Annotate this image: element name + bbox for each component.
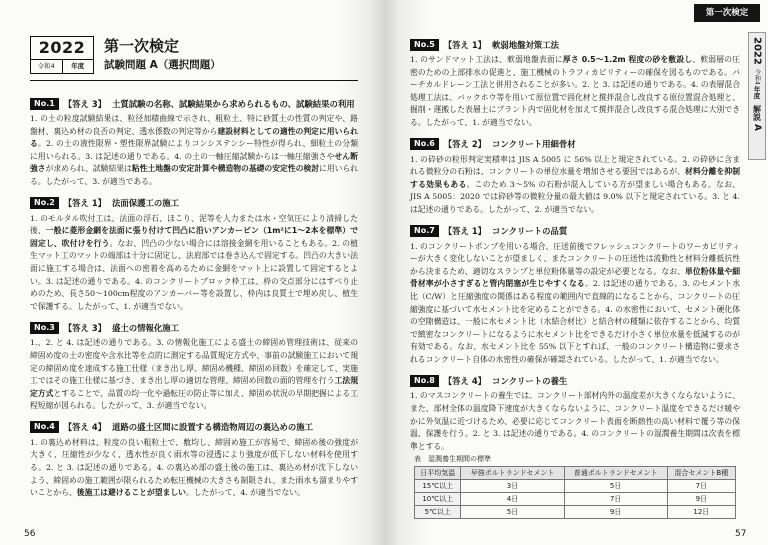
- question-number-badge: No.6: [410, 138, 439, 150]
- body-text: 1. のコンクリートポンプを用いる場合、圧送前後でフレッシュコンクリートのワーカビリティーが大きく変化しないことが望ましく、またコンクリートの圧送性は流動性と材料分離抵抗性から決まるため、適切なスランプと単位粉体量等の設定が必要となる。なお、: [410, 241, 740, 276]
- section-title: 道路の盛土区間に設置する構造物周辺の裏込めの施工: [112, 422, 314, 433]
- section-title: コンクリートの品質: [492, 226, 568, 237]
- body-text: 。2. の土の液性限界・塑性限界試験によりコンシステンシー特性が得られ、細粒土の分類に用いられる。3. は記述の通りである。4. の土の一軸圧縮試験からは一軸圧縮強さや: [30, 139, 359, 161]
- question-section: [30, 321, 358, 413]
- table-cell: 7日: [564, 493, 667, 506]
- page-title: 第一次検定: [104, 37, 180, 55]
- section-body: [410, 154, 740, 217]
- answer-label: 【答え 1】: [443, 226, 487, 237]
- question-section: [410, 138, 740, 217]
- question-section: [410, 374, 740, 519]
- table-header-cell: 日平均気温: [415, 467, 461, 480]
- side-tab-label: 解説: [752, 104, 762, 121]
- table-header-cell: 普通ポルトランドセメント: [564, 467, 667, 480]
- table-cell: 5日: [461, 506, 564, 519]
- answer-label: 【答え 2】: [443, 139, 487, 150]
- table-cell: 5日: [564, 480, 667, 493]
- era-text: 令和4: [31, 60, 63, 73]
- emphasis-text: 粘性土地盤の安定計算や構造物の基礎の安定性の検討: [131, 164, 320, 174]
- section-title: コンクリート用細骨材: [492, 139, 576, 150]
- side-tab-era-suffix: 年度: [752, 85, 761, 99]
- table-row: [415, 493, 736, 506]
- table-header-row: [415, 467, 736, 480]
- right-column: [410, 38, 740, 527]
- page-subtitle: 試験問題 A（選択問題）: [104, 59, 221, 71]
- table-cell: 9日: [667, 493, 735, 506]
- section-heading: [410, 225, 740, 238]
- body-text: 1.、2. と 4. は記述の通りである。3. の情報化施工による盛土の締固め管理技術は、従来の締固め度の土の密度や含水比等を点的に測定する品質規定方式や、事前の試験施工において規定の締固め度を達成する施工仕様（まき出し厚、締固め機種、締固め回数）を確定して、実施工ではその施工仕様に基づき、まき出し厚の適切な管理、締固め回数の面的管理を行う: [30, 338, 358, 386]
- table-caption: 表 湿潤養生期間の標準: [414, 455, 491, 464]
- section-body: [30, 337, 358, 413]
- curing-period-table: [414, 466, 736, 519]
- body-text: 。したがって、4. が適当でない。: [185, 488, 305, 498]
- answer-label: 【答え 1】: [443, 39, 487, 50]
- emphasis-text: 建設材料としての適性の判定に用いられる: [30, 126, 358, 149]
- section-body: [30, 437, 358, 500]
- emphasis-text: 後施工は避けることが望ましい: [76, 488, 186, 498]
- era-suffix-text: 年度: [71, 62, 85, 70]
- section-body: [410, 241, 740, 367]
- body-text: 。なお、凹凸の少ない場合には溶接金網を用いることもある。2. の植生マット工のマットの端部は十分に固定し、法肩部では巻き込んで固定する。凹凸の大きい法面に施工する場合は、法面への密着を高めるために金網をマット上に設置して固定するとよい。3. は記述の通りである。4. のコンクリートブロック枠工は、枠の交点部分にはすべり止めのため、長さ50～100cm程度のアンカーバー等を設置し、枠内は良質土で埋め戻し、植生で保護する。したがって、1. が適当でない。: [30, 238, 359, 311]
- question-section: [30, 421, 358, 500]
- question-section: [30, 97, 358, 189]
- section-body: [30, 213, 358, 314]
- section-heading: [410, 374, 740, 387]
- question-section: [410, 225, 740, 367]
- right-page: [384, 0, 768, 545]
- section-heading: [30, 321, 358, 334]
- section-body: [30, 113, 358, 189]
- body-text: 1. のマスコンクリートの養生では、コンクリート部材内外の温度差が大きくならないように、また、部材全体の温度降下速度が大きくならないように、コンクリート温度をできるだけ緩やかに外気温に近づけるため、必要に応じてコンクリート表面を断熱性の高い材料で覆う等の保温、保護を行う。2. と 3. は記述の通りである。4. のコンクリートの湿潤養生期間は次表を標準とする。: [410, 391, 740, 451]
- era-row: [31, 59, 93, 73]
- section-heading: [30, 421, 358, 434]
- chapter-tab: 第一次検定: [694, 4, 760, 22]
- table-row: [415, 480, 736, 493]
- side-tab-year: 2022: [751, 37, 763, 65]
- emphasis-text: せん断強さ: [30, 151, 359, 174]
- section-heading: [30, 97, 358, 110]
- year-badge: [30, 36, 94, 74]
- left-column: [30, 97, 358, 508]
- section-heading: [30, 197, 358, 210]
- table-cell: 4日: [461, 493, 564, 506]
- body-text: 。2. は記述の通りである。3. のセメント水比（C/W）と圧縮強度の関係はある程度の範囲内で直線的になることから、コンクリートの圧縮強度に基づいて水セメント比を定めることができる。4. の水密性において、セメント硬化体の空隙構造は、一般に水セメント比（水結合材比）と結合材の種類に依存することから、均質で緻密なコンクリートになるように水セメント比をできるだけ小さく単位水量を低減するのが有効である。なお、水セメント比を 55% 以下とすれば、一般のコンクリート構造物に要求されるコンクリート自体の水密性の確保が確認されている。したがって、1. が適当でない。: [410, 279, 740, 364]
- side-index-tab: [748, 32, 766, 160]
- body-text: 、軟弱層の圧密のための上部排水の促進と、施工機械のトラフィカビリティーの確保を図るものである。バーチカルドレーン工法と併用されることが多い。2. と 3. は記述の通りである。4. の表層混合処理工法は、バックホウ等を用いて原位置で固化材と撹拌混合し改良する原位置混合処理と、掘削・運搬した表層土にプラント内で固化材を加えて撹拌混合し改良する混合処理に大別できる。したがって、1. が適当でない。: [410, 55, 741, 127]
- year-text: 2022: [38, 38, 86, 57]
- question-number-badge: No.4: [30, 421, 59, 433]
- answer-label: 【答え 3】: [63, 98, 107, 109]
- question-number-badge: No.8: [410, 375, 439, 387]
- emphasis-text: 一般に菱形金網を法面に張り付けて凹凸に沿いアンカーピン（1m²に1～2本を標準）で固定し、吹付けを行う: [30, 226, 359, 248]
- section-heading: [410, 138, 740, 151]
- page-number: 57: [735, 529, 747, 539]
- body-text: が求められ、試験結果は: [45, 164, 132, 174]
- table-header-cell: 混合セメントB種: [667, 467, 735, 480]
- body-text: 1. の土の粒度試験結果は、粒径加積曲線で示され、粗粒土、特に砂質土の性質の判定や、路盤材、裏込め材の良否の判定、透水係数の判定等から: [30, 114, 358, 136]
- emphasis-text: 材料分離を抑制する効果もある: [410, 167, 741, 189]
- body-text: 1. のサンドマット工法は、軟弱地盤表面に: [410, 55, 563, 64]
- table-header-cell: 早強ポルトランドセメント: [461, 467, 564, 480]
- emphasis-text: 単位粉体量や細骨材率が小さすぎると管内閉塞が生じやすくなる: [410, 266, 741, 289]
- question-section: [410, 38, 740, 130]
- table-cell: 5℃以上: [415, 506, 461, 519]
- emphasis-text: 厚さ 0.5～1.2m 程度の砂を敷設し: [562, 55, 693, 64]
- side-tab-part: A: [752, 123, 762, 131]
- body-text: 1. の砕砂の粒形判定実積率は JIS A 5005 に 56% 以上と規定されている。2. の砕砂に含まれる微粒分の石粉は、コンクリートの単位水量を増加させる要因ではあるが、: [410, 154, 740, 177]
- header-divider: [30, 80, 358, 81]
- table-cell: 7日: [667, 480, 735, 493]
- page-number: 56: [24, 529, 36, 539]
- table-cell: 15℃以上: [415, 480, 461, 493]
- body-text: に用いられる。したがって、3. が適当である。: [30, 164, 359, 186]
- section-title: 法面保護工の施工: [112, 198, 180, 209]
- section-body: [410, 390, 740, 453]
- section-title: コンクリートの養生: [492, 375, 568, 386]
- table-cell: 9日: [564, 506, 667, 519]
- section-body: [410, 54, 740, 130]
- answer-label: 【答え 4】: [63, 422, 107, 433]
- section-heading: [410, 38, 740, 51]
- section-title: 軟弱地盤対策工法: [492, 39, 560, 50]
- body-text: とすることで、品質の均一化や過転圧の防止等に加え、締固め状況の早期把握による工程短縮が図られる。したがって、3. が適当でない。: [30, 388, 359, 411]
- table-row: [415, 506, 736, 519]
- question-number-badge: No.7: [410, 225, 439, 237]
- side-tab-era: 令和4: [753, 68, 761, 85]
- answer-label: 【答え 3】: [63, 322, 107, 333]
- question-number-badge: No.3: [30, 322, 59, 334]
- table-cell: 10℃以上: [415, 493, 461, 506]
- question-number-badge: No.1: [30, 98, 59, 110]
- section-title: 盛土の情報化施工: [112, 322, 180, 333]
- emphasis-text: 工法規定方式: [30, 376, 359, 398]
- question-section: [30, 197, 358, 314]
- body-text: 1. の裏込め材料は、粒度の良い粗粒土で、敷均し、締固め施工が容易で、締固め後の強度が大きく、圧縮性が少なく、透水性が良く雨水等の浸透により強度が低下しない材料を使用する。2. と 3. は記述の通りである。4. の裏込め部の盛土後の施工は、裏込め材が沈下しないよう、締固めの施工範囲が限られるため転圧機械の大きさも制限され、また雨水も溜まりやすいことから、: [30, 437, 358, 498]
- answer-label: 【答え 4】: [443, 375, 487, 386]
- question-number-badge: No.2: [30, 197, 59, 209]
- answer-label: 【答え 1】: [63, 198, 107, 209]
- table-cell: 12日: [667, 506, 735, 519]
- table-cell: 3日: [461, 480, 564, 493]
- body-text: 。このため 3～5% の石粉が混入している方が望ましい場合もある。なお、JIS A 5005：2020 では砕砂等の微粒分量の最大値は 9.0% 以下と規定されている。3. と 4. は記述の通りである。したがって、2. が適当でない。: [410, 179, 740, 214]
- question-number-badge: No.5: [410, 39, 439, 51]
- body-text: 1. のモルタル吹付工は、法面の浮石、ほこり、泥等を人力または水・空気圧により清掃した後、: [30, 213, 358, 236]
- section-title: 土質試験の名称、試験結果から求められるもの、試験結果の利用: [112, 98, 355, 109]
